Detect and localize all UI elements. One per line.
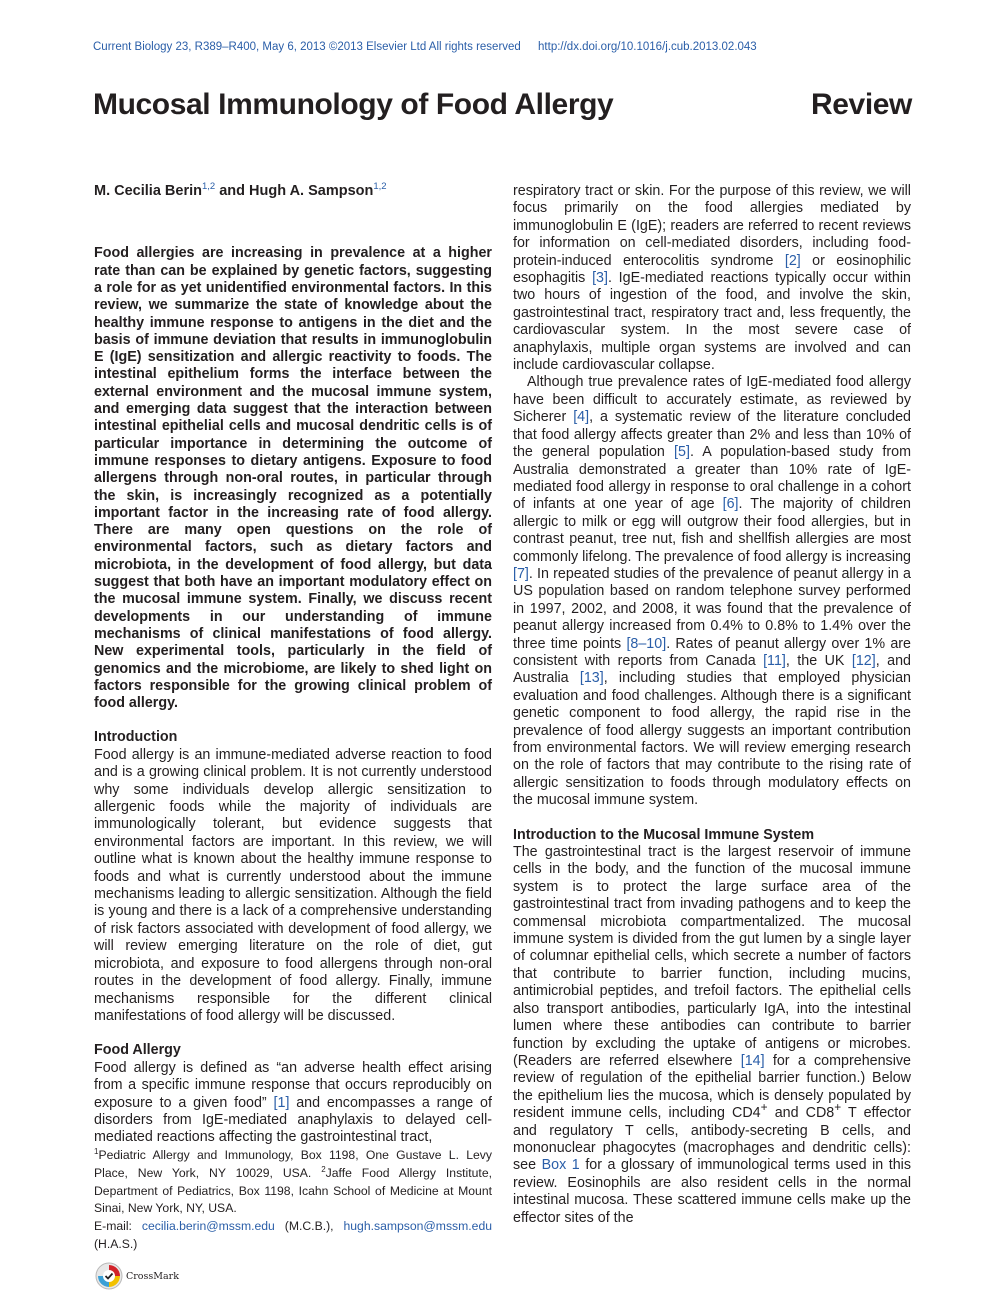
journal-header <box>93 41 923 53</box>
body-text: . The majority of children allergic to milk or egg will outgrow their food allergies, but in contrast peanut, tree nut, fish and shellfish allergies are most commonly lifelong. The prevalence of food allergy is increasing <box>513 496 911 565</box>
body-text: . IgE-mediated reactions typically occur within two hours of ingestion of the food, and involve the skin, gastrointestinal tract, respiratory tract and, less frequently, the cardiovascular system. In the most severe case of anaphylaxis, multiple organ systems are involved and can include cardiovascular collapse. <box>513 270 911 374</box>
left-column <box>94 183 492 1147</box>
body-paragraph <box>513 183 911 374</box>
footnote-marker: 2 <box>321 1164 326 1174</box>
affiliation-text: Pediatric Allergy and Immunology, Box 1198, One Gustave L. Levy Place, New York, NY 10029, USA. <box>94 1148 492 1180</box>
body-text: and CD8 <box>774 1105 835 1122</box>
affiliation-footnote <box>94 1147 492 1254</box>
body-paragraph <box>513 374 911 809</box>
footnote-marker: 1 <box>94 1146 99 1156</box>
reference-link[interactable]: [12] <box>851 652 876 669</box>
reference-link[interactable]: [7] <box>513 565 529 582</box>
author-2: Hugh A. Sampson <box>249 183 374 199</box>
food-allergy-text: and encompasses a range of disorders from IgE-mediated anaphylaxis to delayed cell-mediated reactions affecting the gastrointestinal tract, <box>94 1094 492 1146</box>
body-text: respiratory tract or skin. For the purpose of this review, we will focus primarily on the food allergies mediated by immunoglobulin E (IgE); readers are referred to recent reviews for information on cell-mediated disorders, including food-protein-induced enterocolitis syndrome <box>513 183 911 269</box>
superscript: + <box>760 1100 768 1115</box>
body-text: . Rates of peanut allergy over 1% are consistent with reports from Canada <box>513 635 911 669</box>
article-type-label: Review <box>811 88 912 121</box>
box-link[interactable]: Box 1 <box>541 1157 580 1174</box>
body-text: The gastrointestinal tract is the largest reservoir of immune cells in the body, and the function of the mucosal immune system is to protect the large surface area of the gastrointestinal tract from invading pathogens and to keep the commensal microbiota compartmentalized. The mucosal immune system is divided from the gut lumen by a single layer of columnar epithelial cells, which secrete a number of factors that contribute to barrier function, including mucins, antimicrobial peptides, and trefoil factors. The epithelial cells also transport antibodies, particularly IgA, into the intestinal lumen where these antibodies can contribute to barrier function by excluding the uptake of antigens or microbes. (Readers are referred elsewhere <box>513 844 911 1069</box>
summary-abstract: Food allergies are increasing in prevalence at a higher rate than can be explained by genetic factors, suggesting a role for as yet unidentified environmental factors. In this review, we summarize the state of knowledge about the healthy immune response to antigens in the diet and the basis of immune deviation that results in immunoglobulin E (IgE) sensitization and allergic reactivity to foods. The intestinal epithelium forms the interface between the external environment and the mucosal immune system, and emerging data suggest that the interaction between intestinal epithelial cells and mucosal dendritic cells is of particular importance in determining the outcome of immune responses to dietary antigens. Exposure to food allergens through non-oral routes, in particular through the skin, is increasingly recognized as a potentially important factor in the increasing rate of food allergy. There are many open questions on the role of environmental factors, such as dietary factors and microbiota, in the development of food allergy, but data suggest that both have an important modulatory effect on the mucosal immune system. Finally, we discuss recent developments in our understanding of immune mechanisms of clinical manifestations of food allergy. New experimental tools, particularly in the field of genomics and the microbiome, are likely to shed light on factors responsible for the growing clinical problem of food allergy. <box>94 245 492 712</box>
food-allergy-paragraph <box>94 1060 492 1147</box>
article-title: Mucosal Immunology of Food Allergy <box>93 88 614 121</box>
reference-link[interactable]: [11] <box>763 652 786 669</box>
reference-link[interactable]: [5] <box>674 444 690 461</box>
body-text: or eosinophilic esophagitis <box>513 252 911 287</box>
body-text: , including studies that employed physician evaluation and food challenges. Although there is a significant genetic component to food allergy, the rapid rise in the prevalence of food allergy suggests an important contribution from environmental factors. We will review emerging research on the role of factors that may contribute to the rising rate of allergic sensitization to foods through modulatory effects on the mucosal immune system. <box>513 670 911 809</box>
crossmark-icon <box>95 1262 123 1290</box>
email-initials: (M.C.B.), <box>284 1219 334 1234</box>
email-initials: (H.A.S.) <box>94 1236 138 1251</box>
reference-link[interactable]: [14] <box>740 1052 765 1069</box>
crossmark-badge[interactable] <box>95 1262 179 1290</box>
reference-link[interactable]: [1] <box>273 1094 290 1111</box>
affiliation-text: Jaffe Food Allergy Institute, Department of Pediatrics, Box 1198, Icahn School of Medicine at Mount Sinai, New York, NY, USA. <box>94 1165 492 1216</box>
body-text: Although true prevalence rates of IgE-mediated food allergy have been difficult to accurately estimate, as reviewed by Sicherer <box>513 374 911 426</box>
email-link[interactable]: cecilia.berin@mssm.edu <box>141 1219 275 1234</box>
author-1-affiliation[interactable]: 1,2 <box>201 181 216 193</box>
crossmark-label: CrossMark <box>126 1270 179 1282</box>
email-link[interactable]: hugh.sampson@mssm.edu <box>343 1219 493 1234</box>
body-text: for a comprehensive review of regulation of the epithelial barrier function.) Below the epithelium lies the mucosa, which is densely populated by resident immune cells, including CD4 <box>513 1052 911 1122</box>
author-2-affiliation[interactable]: 1,2 <box>373 181 387 193</box>
reference-link[interactable]: [4] <box>573 409 590 426</box>
body-text: , and Australia <box>513 652 911 687</box>
doi-link[interactable]: http://dx.doi.org/10.1016/j.cub.2013.02.043 <box>538 41 757 53</box>
reference-link[interactable]: [8–10] <box>626 635 667 652</box>
reference-link[interactable]: [3] <box>592 270 608 287</box>
section-heading-introduction: Introduction <box>94 729 178 746</box>
body-paragraph <box>513 844 911 1227</box>
body-text: T effector and regulatory T cells, antibody-secreting B cells, and mononuclear phagocytes (macrophages and dendritic cells): see <box>513 1105 911 1174</box>
body-text: . In repeated studies of the prevalence of peanut allergy in a US population based on random telephone survey performed in 1997, 2002, and 2008, it was found that the prevalence of peanut allergy increased from 0.4% to 0.8% to 1.4% over the three time points <box>513 565 911 652</box>
section-heading-mucosal-immune-system: Introduction to the Mucosal Immune System <box>513 826 815 843</box>
food-allergy-text: Food allergy is defined as “an adverse health effect arising from a specific immune response that occurs reproducibly on exposure to a given food” <box>94 1059 492 1111</box>
author-connector: and <box>219 183 246 199</box>
introduction-paragraph: Food allergy is an immune-mediated adverse reaction to food and is a growing clinical problem. It is not currently understood why some individuals develop allergic sensitization to allergenic foods while the majority of individuals are immunologically tolerant, but evidence suggests that environmental factors are important. In this review, we will outline what is known about the healthy immune response to foods and what is currently understood about the immune mechanisms leading to allergic sensitization. Although the field is young and there is a lack of a comprehensive understanding of risk factors associated with development of food allergy, we will review emerging literature on the role of diet, gut microbiota, and exposure to food allergens through non-oral routes in the development of food allergy. Finally, immune mechanisms responsible for the different clinical manifestations of food allergy will be discussed. <box>94 746 492 1024</box>
citation-line: Current Biology 23, R389–R400, May 6, 2013 ©2013 Elsevier Ltd All rights reserved <box>93 41 521 53</box>
section-heading-food-allergy: Food Allergy <box>94 1042 181 1059</box>
body-text: . A population-based study from Australia demonstrated a greater than 10% rate of IgE-mediated food allergy in response to oral challenge in a cohort of infants at one year of age <box>513 444 911 513</box>
author-1: M. Cecilia Berin <box>94 183 202 199</box>
reference-link[interactable]: [2] <box>784 252 801 269</box>
body-text: , the UK <box>785 652 845 669</box>
right-column <box>513 183 911 1227</box>
reference-link[interactable]: [6] <box>722 496 739 513</box>
email-label: E-mail: <box>94 1219 132 1234</box>
body-text: for a glossary of immunological terms used in this review. Eosinophils are also resident cells in the normal intestinal mucosa. These scattered immune cells make up the effector sites of the <box>513 1157 912 1226</box>
superscript: + <box>834 1100 842 1115</box>
body-text: , a systematic review of the literature concluded that food allergy affects greater than 2% and less than 10% of the general population <box>513 409 911 461</box>
author-list <box>94 183 492 200</box>
reference-link[interactable]: [13] <box>579 670 604 687</box>
